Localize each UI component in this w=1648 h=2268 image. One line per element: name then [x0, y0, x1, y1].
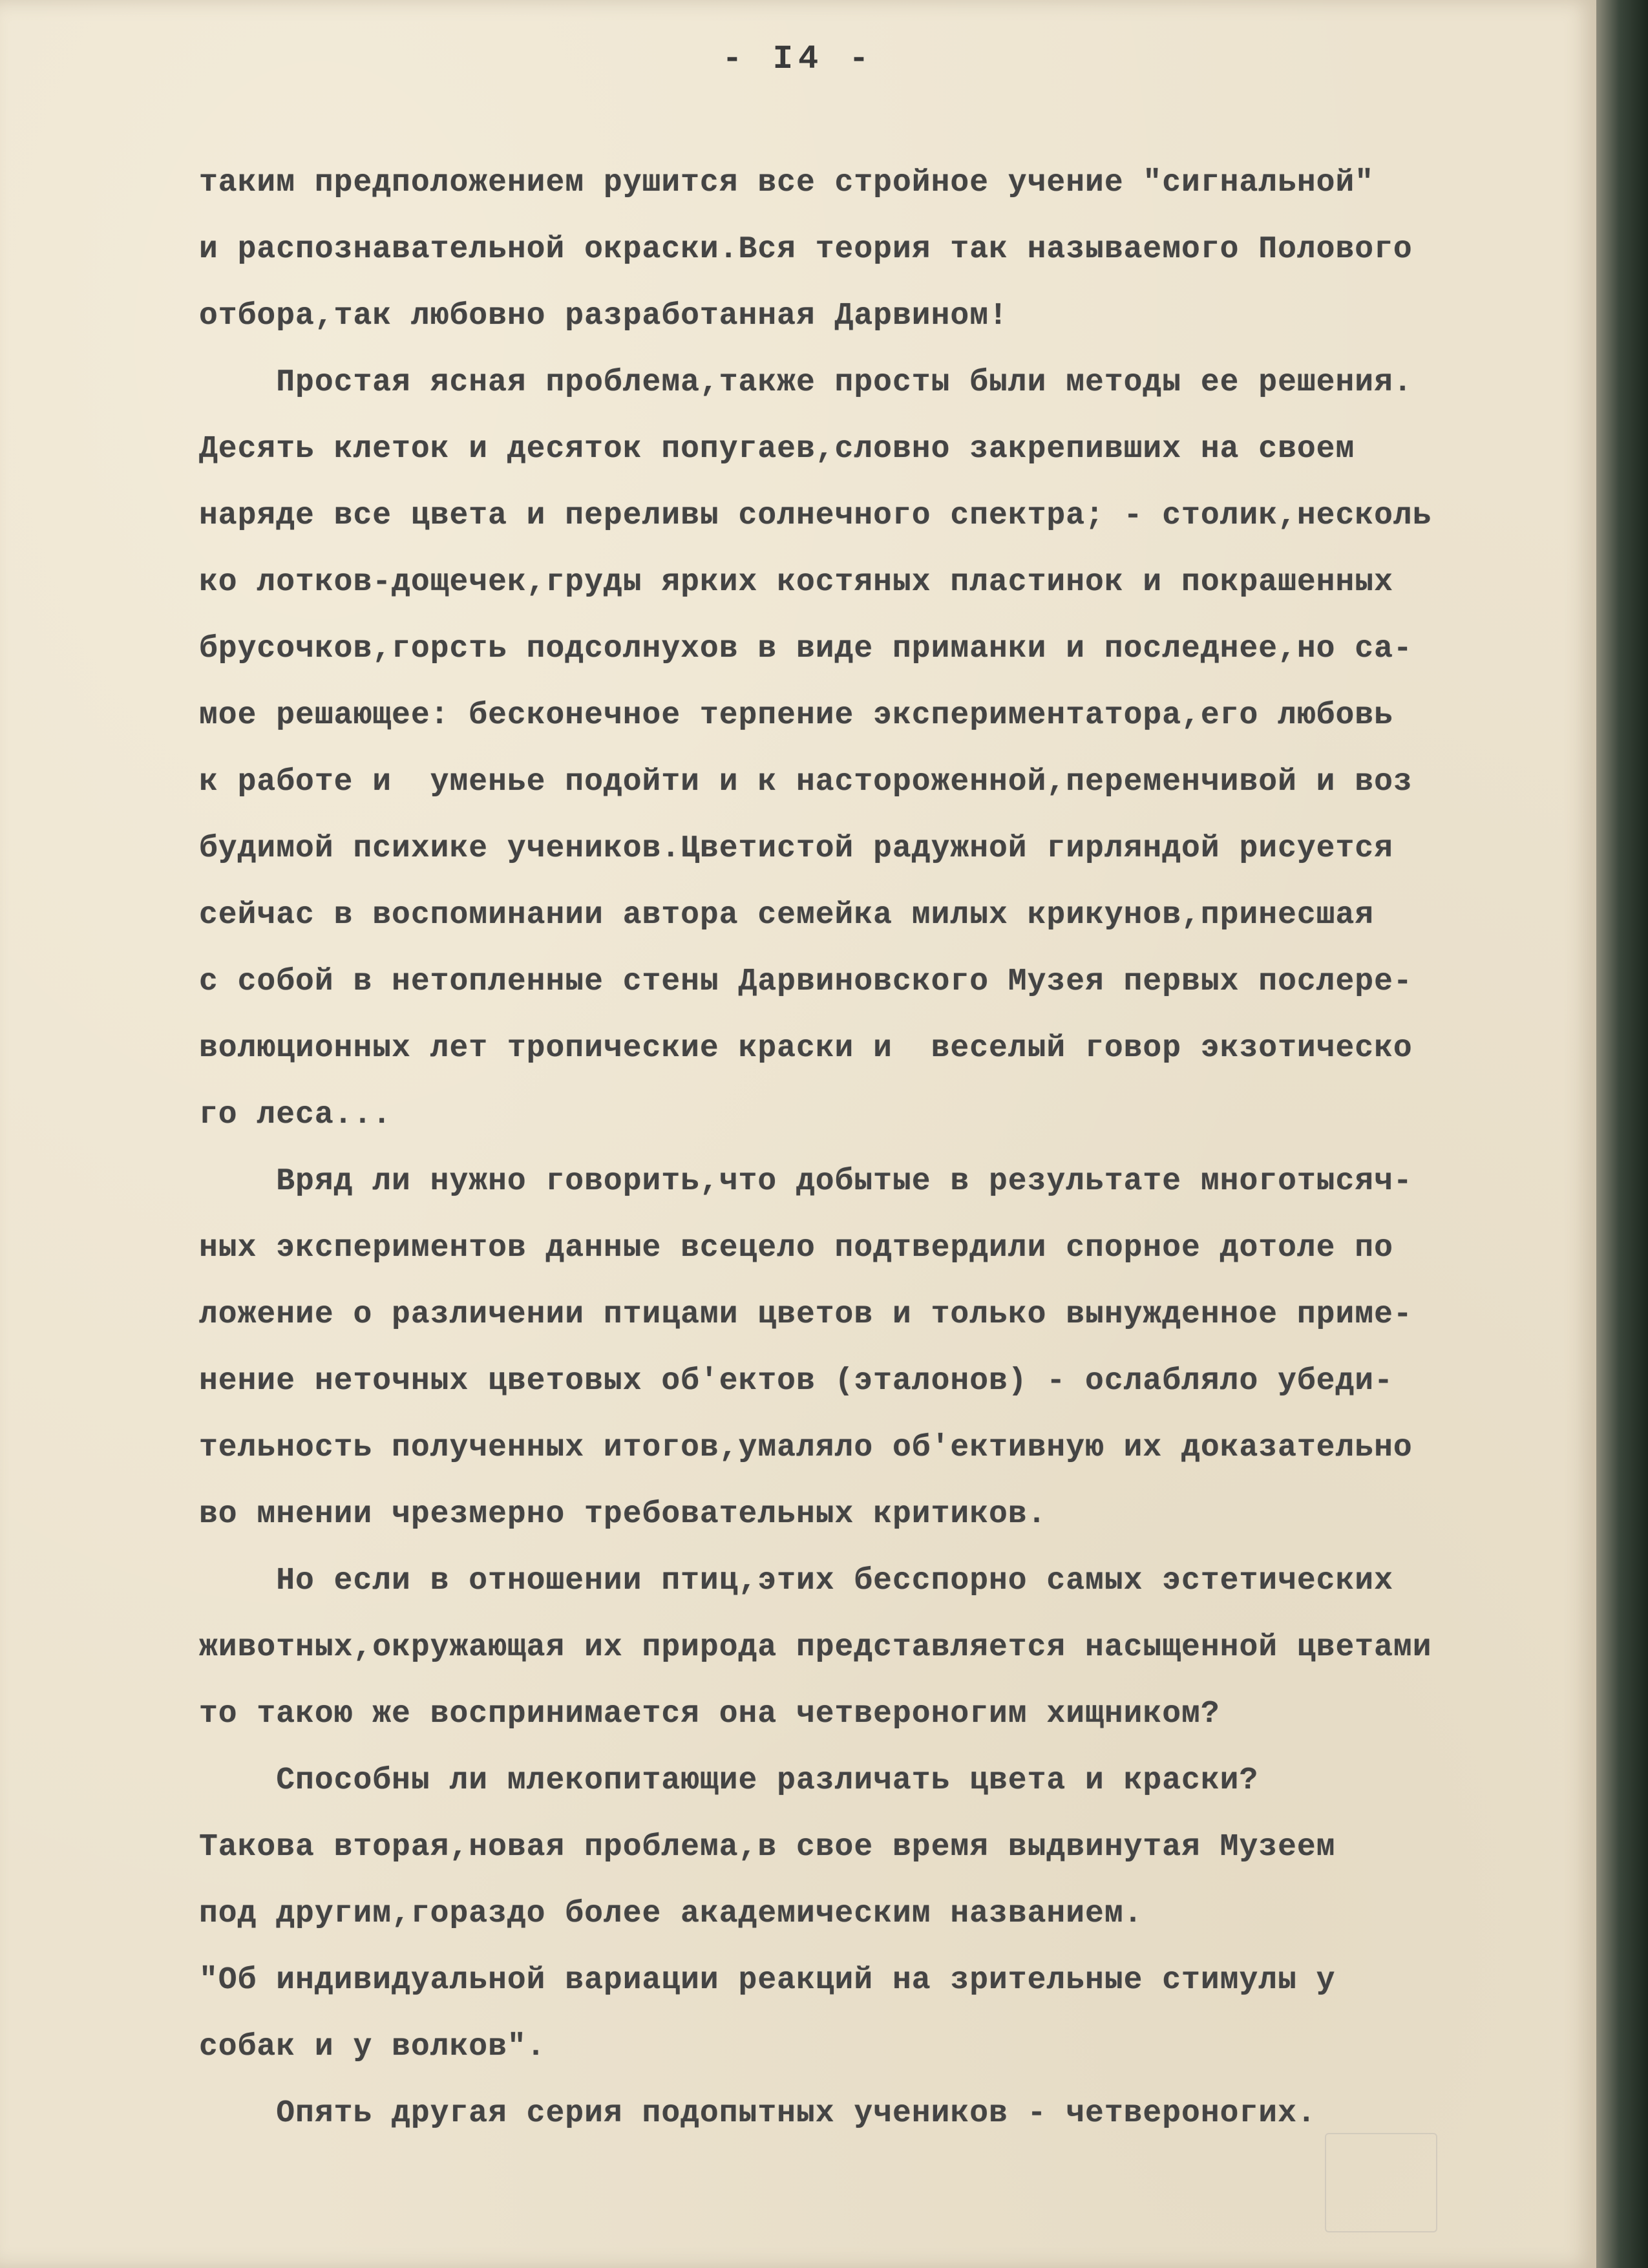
text-line: Вряд ли нужно говорить,что добытые в результате многотысяч-	[199, 1164, 1413, 1199]
text-line: сейчас в воспоминании автора семейка милых крикунов,принесшая	[199, 898, 1375, 933]
text-line: тельность полученных итогов,умаляло об'ективную их доказательно	[199, 1430, 1413, 1465]
text-line: волюционных лет тропические краски и веселый говор экзотическо	[199, 1031, 1413, 1066]
text-line: во мнении чрезмерно требовательных критиков.	[199, 1497, 1047, 1532]
text-line: Десять клеток и десяток попугаев,словно закрепивших на своем	[199, 432, 1355, 467]
text-line: Такова вторая,новая проблема,в свое время выдвинутая Музеем	[199, 1830, 1336, 1865]
body-text	[199, 150, 1589, 2147]
text-line: Способны ли млекопитающие различать цвета и краски?	[199, 1763, 1259, 1798]
text-line: Простая ясная проблема,также просты были методы ее решения.	[199, 365, 1413, 400]
text-line: с собой в нетопленные стены Дарвиновского Музея первых послере-	[199, 964, 1413, 999]
text-line: собак и у волков".	[199, 2030, 546, 2064]
text-line: таким предположением рушится все стройное учение "сигнальной"	[199, 165, 1375, 200]
text-line: будимой психике учеников.Цветистой радужной гирляндой рисуется	[199, 831, 1393, 866]
page-number: - I4 -	[722, 40, 874, 78]
text-line: брусочков,горсть подсолнухов в виде приманки и последнее,но са-	[199, 631, 1413, 666]
text-line: Но если в отношении птиц,этих бесспорно самых эстетических	[199, 1563, 1393, 1598]
text-line: и распознавательной окраски.Вся теория так называемого Полового	[199, 232, 1413, 267]
text-line: наряде все цвета и переливы солнечного спектра; - столик,несколь	[199, 498, 1432, 533]
text-line: Опять другая серия подопытных учеников - четвероногих.	[199, 2096, 1316, 2131]
text-line: под другим,гораздо более академическим названием.	[199, 1896, 1143, 1931]
text-line: ных экспериментов данные всецело подтвердили спорное дотоле по	[199, 1231, 1393, 1266]
text-line: нение неточных цветовых об'ектов (эталонов) - ослабляло убеди-	[199, 1364, 1393, 1399]
faint-stamp	[1325, 2133, 1437, 2232]
text-line: мое решающее: бесконечное терпение экспериментатора,его любовь	[199, 698, 1393, 733]
text-line: "Об индивидуальной вариации реакций на зрительные стимулы у	[199, 1963, 1336, 1998]
text-line: го леса...	[199, 1097, 392, 1132]
text-line: ко лотков-дощечек,груды ярких костяных пластинок и покрашенных	[199, 565, 1393, 600]
text-line: к работе и уменье подойти и к настороженной,переменчивой и воз	[199, 765, 1413, 800]
scan-background-edge	[1596, 0, 1648, 2268]
text-line: животных,окружающая их природа представляется насыщенной цветами	[199, 1630, 1432, 1665]
text-line: то такою же воспринимается она четвероногим хищником?	[199, 1697, 1220, 1732]
text-line: отбора,так любовно разработанная Дарвином!	[199, 299, 1008, 334]
text-line: ложение о различении птицами цветов и только вынужденное приме-	[199, 1297, 1413, 1332]
